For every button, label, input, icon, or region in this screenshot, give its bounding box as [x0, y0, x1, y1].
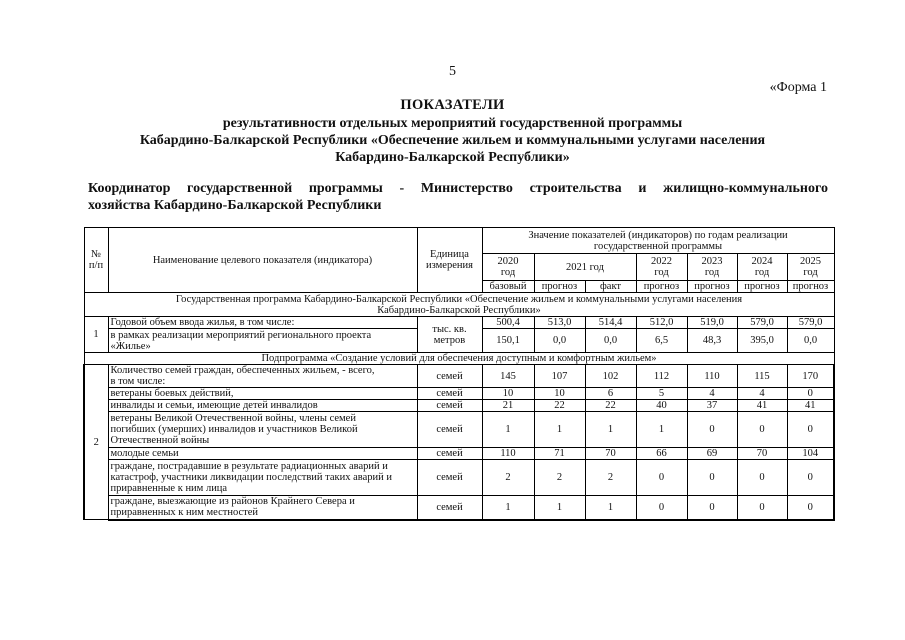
- header-subtype: прогноз: [687, 281, 737, 293]
- header-subtype: факт: [585, 281, 636, 293]
- row-name: Годовой объем ввода жилья, в том числе:: [108, 317, 417, 329]
- row-value: 1: [636, 412, 687, 448]
- row-unit: семей: [417, 496, 482, 520]
- row-value: 1: [482, 496, 534, 520]
- row-value: 0: [636, 460, 687, 496]
- row-name: ветераны боевых действий,: [108, 388, 417, 400]
- row-value: 170: [787, 365, 834, 388]
- row-value: 6: [585, 388, 636, 400]
- row-unit: семей: [417, 388, 482, 400]
- row-unit: тыс. кв. метров: [417, 317, 482, 353]
- row-value: 10: [482, 388, 534, 400]
- row-value: 1: [534, 412, 585, 448]
- row-value: 41: [737, 400, 787, 412]
- row-value: 6,5: [636, 329, 687, 353]
- row-name: граждане, пострадавшие в результате радиационных аварий и катастроф, участники ликвидации последствий таких аварий и приравненные к ним лица: [108, 460, 417, 496]
- header-subtype: прогноз: [636, 281, 687, 293]
- row-value: 107: [534, 365, 585, 388]
- row-num: 1: [84, 317, 108, 353]
- row-value: 512,0: [636, 317, 687, 329]
- header-subtype: прогноз: [534, 281, 585, 293]
- row-value: 48,3: [687, 329, 737, 353]
- header-name: Наименование целевого показателя (индикатора): [108, 228, 417, 293]
- row-value: 0: [787, 412, 834, 448]
- row-value: 0,0: [787, 329, 834, 353]
- row-value: 1: [482, 412, 534, 448]
- row-value: 22: [585, 400, 636, 412]
- row-value: 0: [787, 460, 834, 496]
- row-value: 514,4: [585, 317, 636, 329]
- row-value: 0: [687, 412, 737, 448]
- coordinator-line-2: хозяйства Кабардино-Балкарской Республики: [88, 198, 382, 213]
- header-year-2024: 2024 год: [737, 254, 787, 281]
- row-value: 0,0: [585, 329, 636, 353]
- row-value: 0: [737, 496, 787, 520]
- row-value: 41: [787, 400, 834, 412]
- row-value: 110: [482, 448, 534, 460]
- row-value: 2: [585, 460, 636, 496]
- row-value: 37: [687, 400, 737, 412]
- header-year-2025: 2025 год: [787, 254, 834, 281]
- row-value: 115: [737, 365, 787, 388]
- row-value: 40: [636, 400, 687, 412]
- row-value: 4: [687, 388, 737, 400]
- row-value: 579,0: [737, 317, 787, 329]
- row-value: 69: [687, 448, 737, 460]
- document-title: ПОКАЗАТЕЛИ: [400, 97, 505, 113]
- form-label: «Форма 1: [769, 80, 827, 95]
- row-value: 21: [482, 400, 534, 412]
- row-value: 579,0: [787, 317, 834, 329]
- header-year-2022: 2022 год: [636, 254, 687, 281]
- row-name: молодые семьи: [108, 448, 417, 460]
- row-name: в рамках реализации мероприятий регионального проекта «Жилье»: [108, 329, 417, 353]
- row-value: 2: [534, 460, 585, 496]
- header-subtype: прогноз: [787, 281, 834, 293]
- header-year-2020: 2020 год: [482, 254, 534, 281]
- title-line-1: результативности отдельных мероприятий государственной программы: [222, 116, 683, 131]
- row-value: 112: [636, 365, 687, 388]
- row-value: 0,0: [534, 329, 585, 353]
- row-value: 0: [636, 496, 687, 520]
- row-unit: семей: [417, 460, 482, 496]
- row-unit: семей: [417, 365, 482, 388]
- row-value: 4: [737, 388, 787, 400]
- row-value: 0: [737, 460, 787, 496]
- row-value: 104: [787, 448, 834, 460]
- row-value: 71: [534, 448, 585, 460]
- row-value: 70: [737, 448, 787, 460]
- header-year-2021: 2021 год: [534, 254, 636, 281]
- row-value: 519,0: [687, 317, 737, 329]
- section-state-program: Государственная программа Кабардино-Балкарской Республики «Обеспечение жильем и коммунальными услугами населения Кабардино-Балкарской Республики»: [84, 293, 834, 317]
- coordinator-line-1: Координатор государственной программы - Министерство строительства и жилищно-коммунального: [88, 181, 828, 196]
- row-unit: семей: [417, 448, 482, 460]
- title-line-2: Кабардино-Балкарской Республики «Обеспечение жильем и коммунальными услугами населения: [139, 133, 766, 148]
- row-value: 2: [482, 460, 534, 496]
- row-unit: семей: [417, 400, 482, 412]
- row-value: 0: [737, 412, 787, 448]
- row-value: 70: [585, 448, 636, 460]
- row-name: инвалиды и семьи, имеющие детей инвалидов: [108, 400, 417, 412]
- row-value: 1: [534, 496, 585, 520]
- row-name: Количество семей граждан, обеспеченных жильем, - всего, в том числе:: [108, 365, 417, 388]
- row-value: 1: [585, 412, 636, 448]
- row-value: 66: [636, 448, 687, 460]
- section-subprogram: Подпрограмма «Создание условий для обеспечения доступным и комфортным жильем»: [84, 353, 834, 365]
- header-values-group: Значение показателей (индикаторов) по годам реализации государственной программы: [482, 228, 834, 254]
- row-value: 500,4: [482, 317, 534, 329]
- row-value: 10: [534, 388, 585, 400]
- row-value: 395,0: [737, 329, 787, 353]
- indicators-table: [83, 227, 835, 521]
- header-subtype: прогноз: [737, 281, 787, 293]
- row-value: 0: [687, 496, 737, 520]
- row-value: 5: [636, 388, 687, 400]
- page-number: 5: [449, 64, 456, 79]
- row-name: граждане, выезжающие из районов Крайнего Севера и приравненных к ним местностей: [108, 496, 417, 520]
- row-value: 22: [534, 400, 585, 412]
- row-value: 513,0: [534, 317, 585, 329]
- row-value: 150,1: [482, 329, 534, 353]
- row-unit: семей: [417, 412, 482, 448]
- row-value: 1: [585, 496, 636, 520]
- row-num: 2: [84, 365, 108, 520]
- header-num: № п/п: [84, 228, 108, 293]
- row-value: 0: [787, 388, 834, 400]
- row-value: 0: [687, 460, 737, 496]
- row-name: ветераны Великой Отечественной войны, члены семей погибших (умерших) инвалидов и участников Великой Отечественной войны: [108, 412, 417, 448]
- row-value: 102: [585, 365, 636, 388]
- header-unit: Единица измерения: [417, 228, 482, 293]
- title-line-3: Кабардино-Балкарской Республики»: [335, 150, 570, 165]
- header-year-2023: 2023 год: [687, 254, 737, 281]
- row-value: 110: [687, 365, 737, 388]
- header-subtype: базовый: [482, 281, 534, 293]
- row-value: 145: [482, 365, 534, 388]
- row-value: 0: [787, 496, 834, 520]
